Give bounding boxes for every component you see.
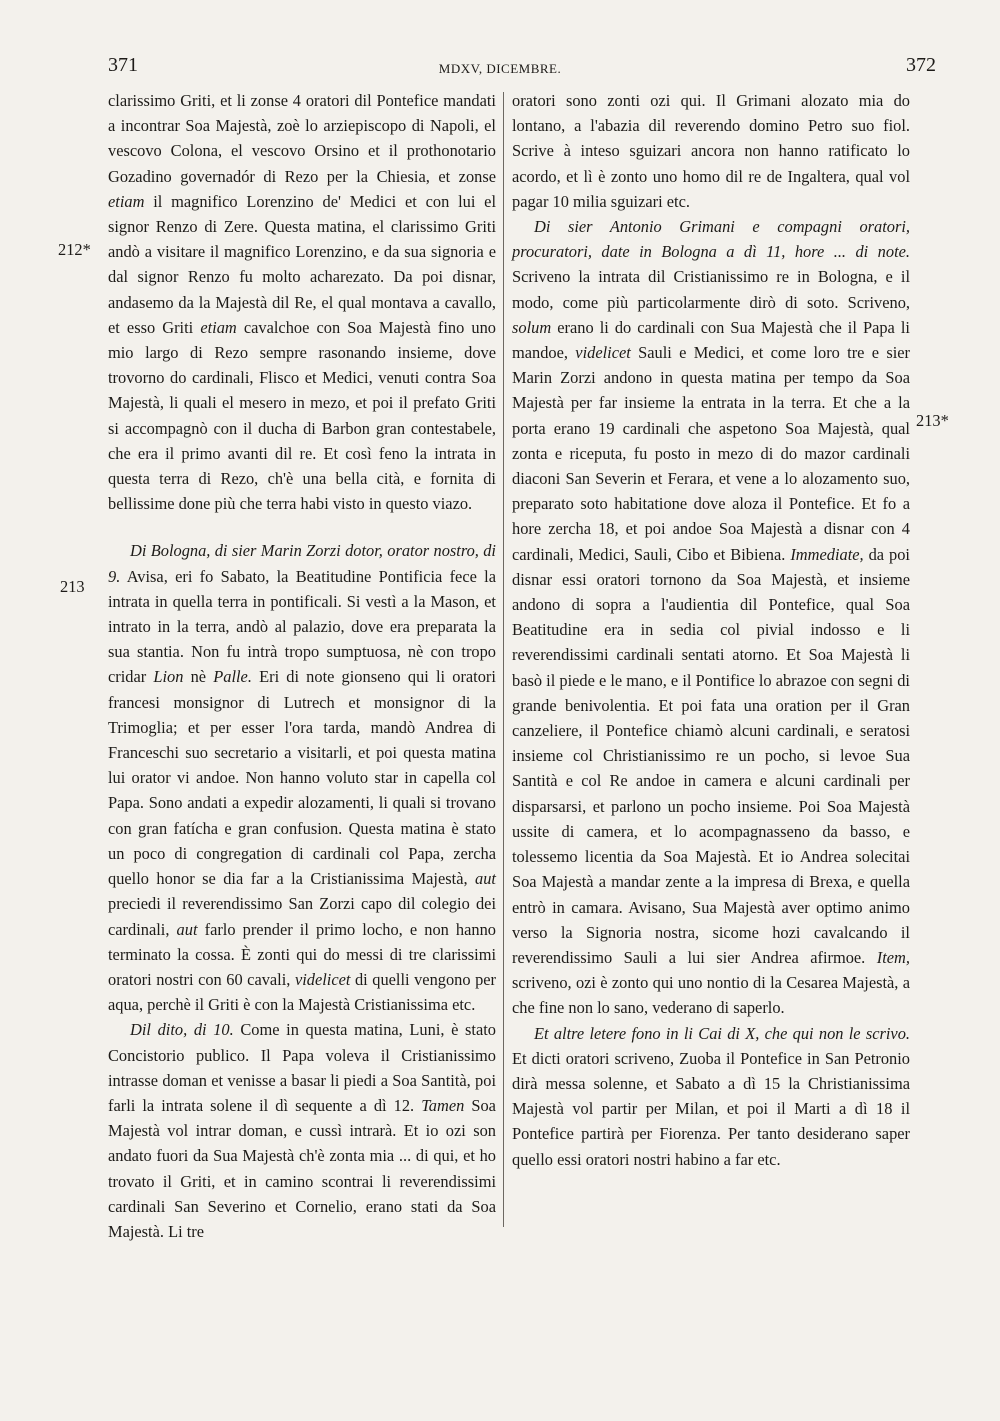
letter-heading: Di Bologna, di sier Marin Zorzi dotor, orator nostro, di 9. [108, 541, 496, 586]
page-number-right: 372 [906, 54, 936, 76]
paragraph: Dil dito, di 10. Come in questa matina, Luni, è stato Concistorio publico. Il Papa voleva il Cristianissimo intrasse doman et venisse a basar li piedi a Soa Santità, poi farli la intrata solene il dì sequente a dì 12. Tamen Soa Majestà vol intrar doman, e cussì intrarà. Et io ozi son andato fuori da Sua Majestà ch'è zonta mia ... di qui, et ho trovato il Griti, et in camino scontrai li reverendissimi cardinali San Severino et Cornelio, erano stati da Soa Majestà. Li tre [108, 1020, 496, 1241]
letter-heading: Di sier Antonio Grimani e compagni oratori, procuratori, date in Bologna a dì 11, hore ... di note. [512, 217, 910, 262]
letter-heading: Et altre letere fono in li Cai di X, che qui non le scrivo. [534, 1023, 910, 1043]
paragraph: clarissimo Griti, et li zonse 4 oratori dil Pontefice mandati a incontrar Soa Majestà, zoè lo arziepiscopo di Napoli, el vescovo Colona, el vescovo Orsino et il prothonotario Gozadino governadór di Rezo per la Chiesia, et zonse etiam il magnifico Lorenzino de' Medici et con lui el signor Renzo di Zere. Questa matina, el clarissimo Griti andò a visitare il magnifico Lorenzino, e da sua signoria e dal signor Renzo fu molto acharezato. Da poi disnar, andasemo da la Majestà dil Re, el qual montava a cavallo, et esso Griti etiam cavalchoe con Soa Majestà fino uno mio largo di Rezo sempre rasonando insieme, dove trovorno do cardinali, Flisco et Medici, venuti contra Soa Majestà, li quali el mesero in mezo, et poi il prefato Griti si accompagnò con il ducha di Barbon gran contestabele, che era il primo avanti dil re. Et così feno la intrata in questa terra di Rezo, ch'è una bella cità, e fornita di bellissime done più che terra habi visto in questo viazo. [108, 91, 497, 514]
margin-note-212-star: 212* [58, 240, 91, 259]
paragraph: Di Bologna, di sier Marin Zorzi dotor, orator nostro, di 9. Avisa, eri fo Sabato, la Beatitudine Pontificia fece la intrata in quella terra in pontificali. Si vestì a la Mason, et intrato in la terra, andò al palazio, dove era preparata la sua stantia. Non fu intrà tropo sumptuosa, nè con tropo cridar Lion nè Palle. Eri di note gionseno qui li oratori francesi monsignor di Lutrech et monsignor di la Trimoglia; et per esser l'ora tarda, mandò Andrea di Franceschi suo secretario a visitarli, et poi questa matina lui orator vi andoe. Non hanno voluto star in capella col Papa. Sono andati a expedir alozamenti, li quali si trovano con gran fatícha e gran confusion. Questa matina è stato un poco di congregation di cardinali col Papa, zercha quello honor se dia far a la Cristianissima Majestà, aut preciedi il reverendissimo San Zorzi capo dil colegio dei cardinali, aut farlo prender il primo locho, e non hanno terminato la cossa. È zonti qui do messi di tre clarissimi oratori nostri con 60 cavali, videlicet di quelli vengono per aqua, perchè il Griti è con la Majestà Cristianissima etc. [108, 541, 496, 1015]
page-number-left: 371 [108, 54, 138, 76]
letter-heading: Dil dito, di 10. [130, 1020, 234, 1040]
paragraph: oratori sono zonti ozi qui. Il Grimani alozato mia do lontano, a l'abazia dil reverendo domino Petro suo fiol. Scrive à inteso sguizari ancora non hanno ratificato lo acordo, et lì è zonto uno homo dil re de Ingaltera, qual vol pagar 10 milia sguizari etc. [512, 91, 910, 211]
paragraph: Et altre letere fono in li Cai di X, che qui non le scrivo. Et dicti oratori scriveno, Zuoba il Pontefice in San Petronio dirà messa solenne, et Sabato a dì 15 la Christianissima Majestà vol partir per Milan, et poi il Marti a dì 18 il Pontefice partirà per Fiorenza. Per tanto desiderano saper quello essi oratori nostri habino a far etc. [512, 1023, 910, 1169]
paragraph: Di sier Antonio Grimani e compagni oratori, procuratori, date in Bologna a dì 11, hore ... di note. Scriveno la intrata dil Cristianissimo re in Bologna, e il modo, come più particolarmente dirò di soto. Scriveno, solum erano li do cardinali con Sua Majestà che il Papa li mandoe, videlicet Sauli e Medici, et come loro tre e sier Marin Zorzi andono in questa matina per tempo da Soa Majestà per far insieme la entrata in la terra. Et che a la porta erano 19 cardinali che aspetono Soa Majestà, qual zonta e riceputa, fu posto in mezo di do mazor cardinali diaconi San Severin et Ferara, et vene a lo alozamento suo, preparato soto habitatione dove aloza il Pontefice. Et fo a hore zercha 18, et poi andoe Soa Majestà a disnar con 4 cardinali, Medici, Sauli, Cibo et Bibiena. Immediate, da poi disnar essi oratori tornono da Soa Majestà, et insieme andono di sopra a l'audientia dil Pontefice, qual Soa Beatitudine era in sedia col pivial indosso e li reverendissimi cardinali sentati atorno. Et Soa Majestà li basò il piede e le mano, e il Pontifice lo abrazoe con segni di grande benivolentia. Et poi fata una oration per il Gran canzeliere, il Pontefice chiamò alcuni cardinali, e seratosi insieme col Christianissimo re un pocho, si levoe Sua Santità e col Re andoe in camera e alcuni cardinali per disparsarsi, et parlono un pocho insieme. Poi Soa Majestà ussite di camera, et lo acompagnasseno da basso, e tolessemo licentia da Soa Majestà. Et io Andrea solecitai Soa Majestà a mandar zente a la impresa di Brexa, e quella entrò in camara. Avisano, Sua Majestà aver optimo animo verso la Signoria nostra, sicome hozi cavalcando il reverendissimo Sauli a lui sier Andrea afirmoe. Item, scriveno, ozi è zonto qui uno nontio di la Cesarea Majestà, a che fine non lo sano, vederano di saperlo. [512, 217, 910, 1018]
column-divider [503, 92, 504, 1227]
right-column [512, 88, 910, 1172]
margin-note-213: 213 [60, 577, 85, 596]
margin-note-213-star: 213* [916, 411, 949, 430]
left-column [108, 88, 496, 1244]
running-header: MDXV, DICEMBRE. [438, 61, 562, 76]
